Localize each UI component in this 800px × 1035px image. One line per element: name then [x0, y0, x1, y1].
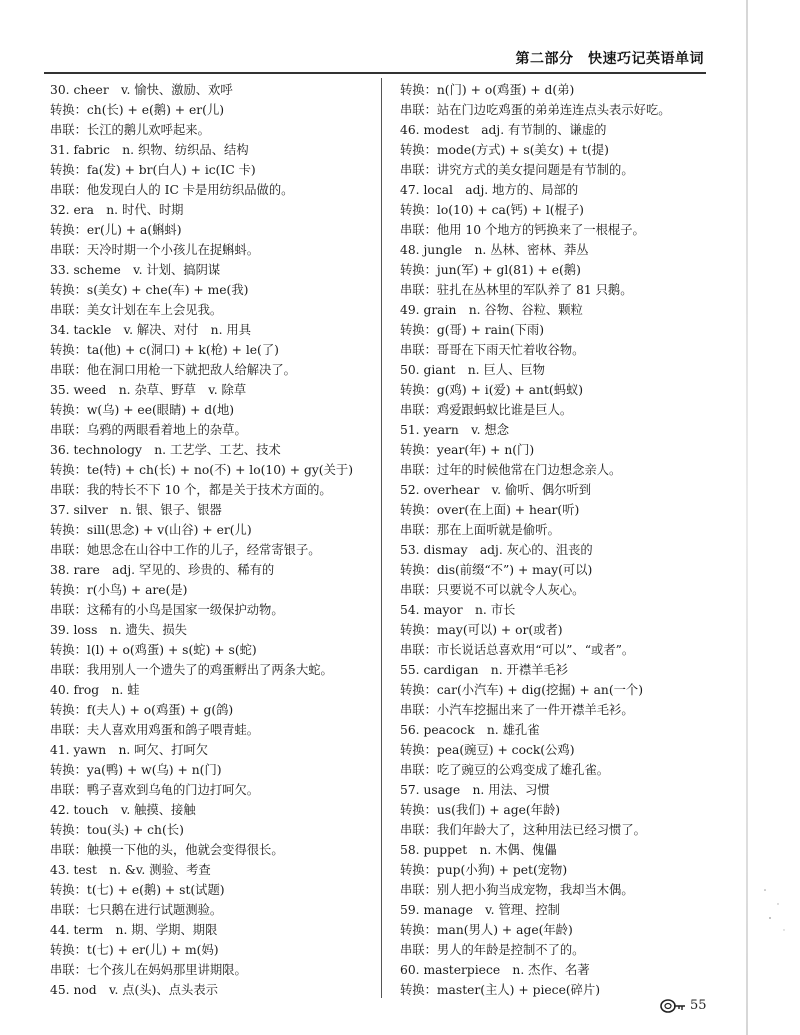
text-line: 45. nod v. 点(头)、点头表示	[50, 983, 218, 997]
text-line: 转换：ya(鸭) + w(乌) + n(门)	[50, 763, 222, 777]
text-line: 35. weed n. 杂草、野草 v. 除草	[50, 383, 247, 397]
text-line: 40. frog n. 蛙	[50, 683, 140, 697]
text-line: 49. grain n. 谷物、谷粒、颗粒	[400, 303, 583, 317]
text-line: 转换：te(特) + ch(长) + no(不) + lo(10) + gy(关于)	[50, 463, 353, 477]
page-header-title: 第二部分 快速巧记英语单词	[515, 51, 704, 67]
text-line: 转换：dis(前缀“不”) + may(可以)	[400, 563, 593, 577]
text-line: 52. overhear v. 偷听、偶尔听到	[400, 483, 592, 497]
text-line: 47. local adj. 地方的、局部的	[400, 183, 579, 197]
left-column	[50, 80, 370, 1000]
text-line: 串联：我们年龄大了，这种用法已经习惯了。	[400, 823, 646, 837]
column-divider	[381, 78, 382, 998]
text-line: 42. touch v. 触摸、接触	[50, 803, 196, 817]
page-ornament-icon	[660, 998, 686, 1014]
text-line: 转换：man(男人) + age(年龄)	[400, 923, 573, 937]
text-line: 41. yawn n. 呵欠、打呵欠	[50, 743, 209, 757]
text-line: 转换：l(l) + o(鸡蛋) + s(蛇) + s(蛇)	[50, 643, 257, 657]
text-line: 转换：pup(小狗) + pet(宠物)	[400, 863, 568, 877]
scan-edge	[746, 0, 748, 1035]
text-line: 转换：us(我们) + age(年龄)	[400, 803, 561, 817]
text-line: 转换：jun(军) + gl(81) + e(鹅)	[400, 263, 581, 277]
text-line: 60. masterpiece n. 杰作、名著	[400, 963, 590, 977]
text-line: 转换：w(乌) + ee(眼睛) + d(地)	[50, 403, 235, 417]
text-line: 转换：master(主人) + piece(碎片)	[400, 983, 601, 997]
scan-specks	[760, 880, 790, 940]
text-line: 串联：夫人喜欢用鸡蛋和鸽子喂青蛙。	[50, 723, 260, 737]
text-line: 串联：他用 10 个地方的钙换来了一根棍子。	[400, 223, 645, 237]
text-line: 转换：er(儿) + a(蝌蚪)	[50, 223, 182, 237]
text-line: 串联：长江的鹅儿欢呼起来。	[50, 123, 210, 137]
text-line: 54. mayor n. 市长	[400, 603, 516, 617]
text-line: 串联：只要说不可以就令人灰心。	[400, 583, 585, 597]
text-line: 转换：fa(发) + br(白人) + ic(IC 卡)	[50, 163, 256, 177]
text-line: 转换：ch(长) + e(鹅) + er(儿)	[50, 103, 225, 117]
text-line: 串联：小汽车挖掘出来了一件开襟羊毛衫。	[400, 703, 634, 717]
text-line: 转换：over(在上面) + hear(听)	[400, 503, 580, 517]
text-line: 串联：讲究方式的美女提问题是有节制的。	[400, 163, 634, 177]
text-line: 串联：别人把小狗当成宠物，我却当木偶。	[400, 883, 634, 897]
text-line: 50. giant n. 巨人、巨物	[400, 363, 545, 377]
text-line: 转换：g(哥) + rain(下雨)	[400, 323, 545, 337]
text-line: 串联：乌鸦的两眼看着地上的杂草。	[50, 423, 247, 437]
page-number: 55	[690, 998, 707, 1013]
text-line: 转换：may(可以) + or(或者)	[400, 623, 563, 637]
text-line: 30. cheer v. 愉快、激励、欢呼	[50, 83, 233, 97]
text-line: 串联：他在洞口用枪一下就把敌人给解决了。	[50, 363, 296, 377]
right-column	[400, 80, 710, 1000]
text-line: 串联：驻扎在丛林里的军队养了 81 只鹅。	[400, 283, 633, 297]
text-line: 转换：t(七) + e(鹅) + st(试题)	[50, 883, 225, 897]
text-line: 转换：r(小鸟) + are(是)	[50, 583, 188, 597]
text-line: 串联：她思念在山谷中工作的儿子，经常寄银子。	[50, 543, 321, 557]
text-line: 38. rare adj. 罕见的、珍贵的、稀有的	[50, 563, 275, 577]
text-line: 转换：f(夫人) + o(鸡蛋) + g(鸽)	[50, 703, 234, 717]
text-line: 串联：吃了豌豆的公鸡变成了雄孔雀。	[400, 763, 610, 777]
text-line: 转换：pea(豌豆) + cock(公鸡)	[400, 743, 575, 757]
text-line: 串联：他发现白人的 IC 卡是用纺织品做的。	[50, 183, 294, 197]
text-line: 串联：天冷时期一个小孩儿在捉蝌蚪。	[50, 243, 260, 257]
text-line: 串联：我用别人一个遗失了的鸡蛋孵出了两条大蛇。	[50, 663, 333, 677]
text-line: 串联：这稀有的小鸟是国家一级保护动物。	[50, 603, 284, 617]
text-line: 转换：tou(头) + ch(长)	[50, 823, 184, 837]
text-line: 36. technology n. 工艺学、工艺、技术	[50, 443, 281, 457]
text-line: 44. term n. 期、学期、期限	[50, 923, 218, 937]
text-line: 34. tackle v. 解决、对付 n. 用具	[50, 323, 252, 337]
text-line: 转换：lo(10) + ca(钙) + l(棍子)	[400, 203, 584, 217]
text-line: 48. jungle n. 丛林、密林、莽丛	[400, 243, 589, 257]
text-line: 串联：美女计划在车上会见我。	[50, 303, 223, 317]
text-line: 39. loss n. 遗失、损失	[50, 623, 187, 637]
text-line: 串联：触摸一下他的头，他就会变得很长。	[50, 843, 284, 857]
text-line: 转换：t(七) + er(儿) + m(妈)	[50, 943, 219, 957]
text-line: 37. silver n. 银、银子、银器	[50, 503, 222, 517]
text-line: 串联：鸭子喜欢到乌龟的门边打呵欠。	[50, 783, 260, 797]
text-line: 串联：鸡爱跟蚂蚁比谁是巨人。	[400, 403, 573, 417]
text-line: 32. era n. 时代、时期	[50, 203, 184, 217]
text-line: 57. usage n. 用法、习惯	[400, 783, 550, 797]
text-line: 串联：七个孩儿在妈妈那里讲期限。	[50, 963, 247, 977]
text-line: 33. scheme v. 计划、搞阴谋	[50, 263, 221, 277]
text-line: 串联：那在上面听就是偷听。	[400, 523, 560, 537]
header-rule	[44, 72, 706, 74]
text-line: 46. modest adj. 有节制的、谦虚的	[400, 123, 607, 137]
text-line: 转换：mode(方式) + s(美女) + t(提)	[400, 143, 609, 157]
text-line: 转换：g(鸡) + i(爱) + ant(蚂蚁)	[400, 383, 584, 397]
text-line: 43. test n. &v. 测验、考查	[50, 863, 211, 877]
text-line: 59. manage v. 管理、控制	[400, 903, 560, 917]
text-line: 55. cardigan n. 开襟羊毛衫	[400, 663, 569, 677]
text-line: 转换：s(美女) + che(车) + me(我)	[50, 283, 249, 297]
text-line: 转换：ta(他) + c(洞口) + k(枪) + le(了)	[50, 343, 279, 357]
text-line: 58. puppet n. 木偶、傀儡	[400, 843, 557, 857]
text-line: 串联：七只鹅在进行试题测验。	[50, 903, 223, 917]
text-line: 串联：市长说话总喜欢用“可以”、“或者”。	[400, 643, 635, 657]
text-line: 转换：year(年) + n(门)	[400, 443, 535, 457]
text-line: 56. peacock n. 雄孔雀	[400, 723, 540, 737]
text-line: 51. yearn v. 想念	[400, 423, 510, 437]
text-line: 31. fabric n. 织物、纺织品、结构	[50, 143, 249, 157]
text-line: 转换：car(小汽车) + dig(挖掘) + an(一个)	[400, 683, 644, 697]
text-line: 串联：我的特长不下 10 个，都是关于技术方面的。	[50, 483, 332, 497]
text-line: 串联：过年的时候他常在门边想念亲人。	[400, 463, 622, 477]
text-line: 53. dismay adj. 灰心的、沮丧的	[400, 543, 593, 557]
text-line: 转换：sill(思念) + v(山谷) + er(儿)	[50, 523, 252, 537]
text-line: 串联：哥哥在下雨天忙着收谷物。	[400, 343, 585, 357]
text-line: 串联：男人的年龄是控制不了的。	[400, 943, 585, 957]
text-line: 串联：站在门边吃鸡蛋的弟弟连连点头表示好吃。	[400, 103, 671, 117]
text-line: 转换：n(门) + o(鸡蛋) + d(弟)	[400, 83, 575, 97]
